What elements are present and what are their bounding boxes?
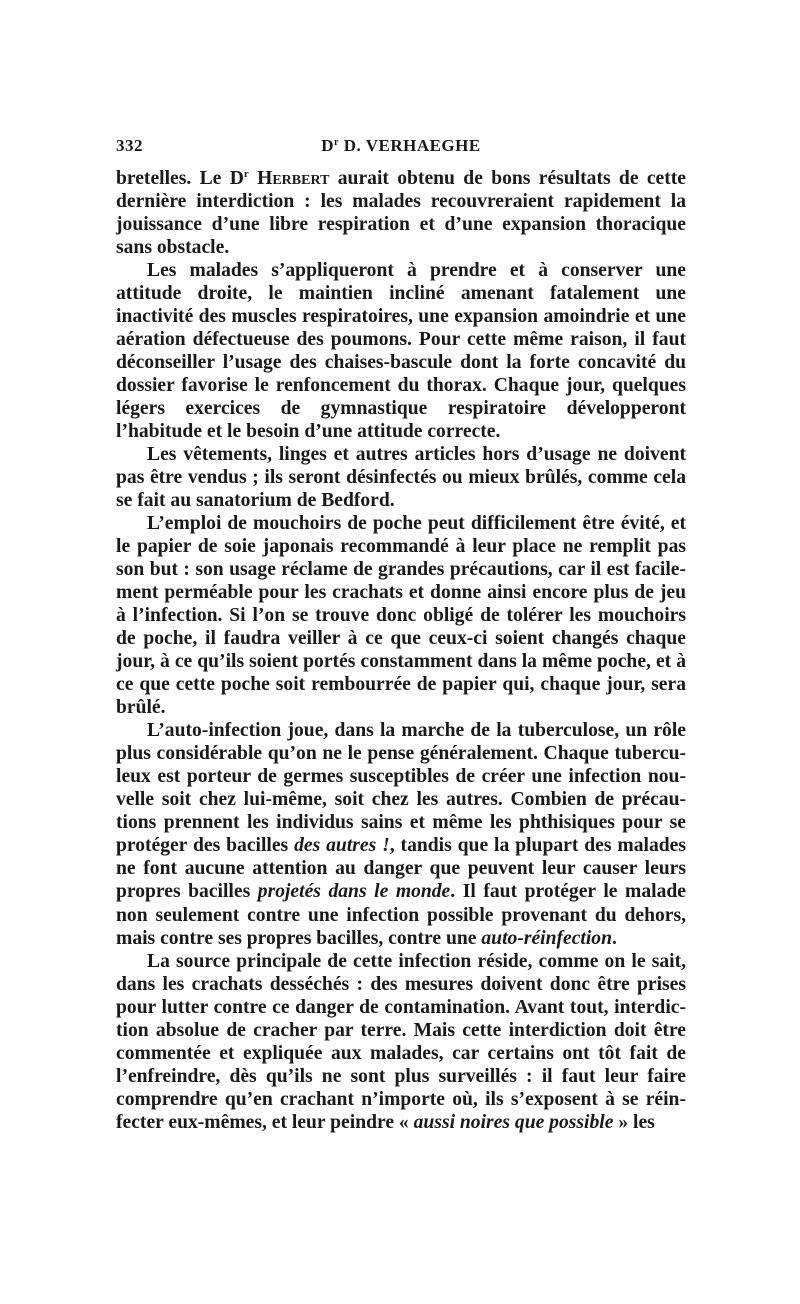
running-head [116,136,686,160]
paragraph-5-text-2: , tandis que la plupart des malades ne font aucune attention au danger que peuvent leur causer leurs propres bacilles [116,835,686,903]
running-title [116,136,686,156]
paragraph-1-text-start: bretelles. Le [116,168,230,189]
italic-aussi-noires-que-possible: aussi noires que possible [413,1111,614,1133]
person-name-herbert: Herbert [257,168,330,189]
book-page [116,136,686,1134]
paragraph-5-text-3: . Il faut protéger le malade non seulement contre une infection possible provenant du dehors, mais contre ses propres bacilles, contre une [116,881,686,949]
doctor-abbreviation-superscript: r [243,168,249,180]
paragraph-3: Les vêtements, linges et autres articles hors d’usage ne doivent pas être vendus ; ils seront désinfectés ou mieux brûlés, comme cela se fait au sanatorium de Bedford. [116,444,686,512]
name-space [249,168,257,189]
italic-auto-reinfection: auto-réinfection [481,927,612,949]
paragraph-6 [116,950,686,1134]
paragraph-6-text-2: » les [613,1111,655,1133]
paragraph-1-text-end: aurait obtenu de bons résultats de cette dernière interdiction : les malades recouvreraient rapidement la jouissance d’une libre respiration et d’une expansion thoracique sans obstacle. [116,168,687,259]
author-prefix: D [321,136,335,155]
author-name: D. VERHAEGHE [338,136,481,155]
paragraph-5-text-1: L’auto-infection joue, dans la marche de la tuberculose, un rôle plus considérable qu’on ne le pense généralement. Chaque tuberculeux est porteur de germes susceptibles de créer une infection nouvelle soit chez lui-même, soit chez les autres. Combien de précautions prennent les individus sains et même les phthisiques pour se protéger des bacilles [116,720,686,857]
paragraph-4: L’emploi de mouchoirs de poche peut difficilement être évité, et le papier de soie japonais recommandé à leur place ne remplit pas son but : son usage réclame de grandes précautions, car il est facilement perméable pour les crachats et donne ainsi encore plus de jeu à l’infection. Si l’on se trouve donc obligé de tolérer les mouchoirs de poche, il faudra veiller à ce que ceux-ci soient changés chaque jour, à ce qu’ils soient portés constamment dans la même poche, et à ce que cette poche soit rembourrée de papier qui, chaque jour, sera brûlé. [116,513,686,719]
italic-projetes-dans-le-monde: projetés dans le monde [257,881,451,903]
paragraph-5-text-4: . [612,927,617,949]
page-number: 332 [116,136,143,155]
author-prefix-superscript: r [334,137,339,148]
italic-des-autres: des autres ! [294,835,390,857]
paragraph-2: Les malades s’appliqueront à prendre et à conserver une attitude droite, le maintien incliné amenant fatalement une inactivité des muscles respiratoires, une expansion amoindrie et une aération défectueuse des poumons. Pour cette même raison, il faut déconseiller l’usage des chaises-bascule dont la forte concavité du dossier favorise le renfoncement du thorax. Chaque jour, quelques légers exercices de gymnastique respiratoire développeront l’habitude et le besoin d’une attitude correcte. [116,260,686,443]
doctor-abbreviation [230,168,249,189]
paragraph-1 [116,163,686,259]
doctor-abbreviation-letter: D [229,168,244,189]
paragraph-6-text-1: La source principale de cette infection réside, comme on le sait, dans les crachats desséchés : des mesures doivent donc être prises pour lutter contre ce danger de contamination. Avant tout, interdiction absolue de cracher par terre. Mais cette interdiction doit être commentée et expliquée aux malades, car certains ont tôt fait de l’enfreindre, dès qu’ils ne sont plus surveillés : il faut leur faire comprendre qu’en crachant n’importe où, ils s’exposent à se réinfecter eux-mêmes, et leur peindre « [116,950,686,1133]
paragraph-5 [116,719,686,949]
body-text [116,163,686,1134]
